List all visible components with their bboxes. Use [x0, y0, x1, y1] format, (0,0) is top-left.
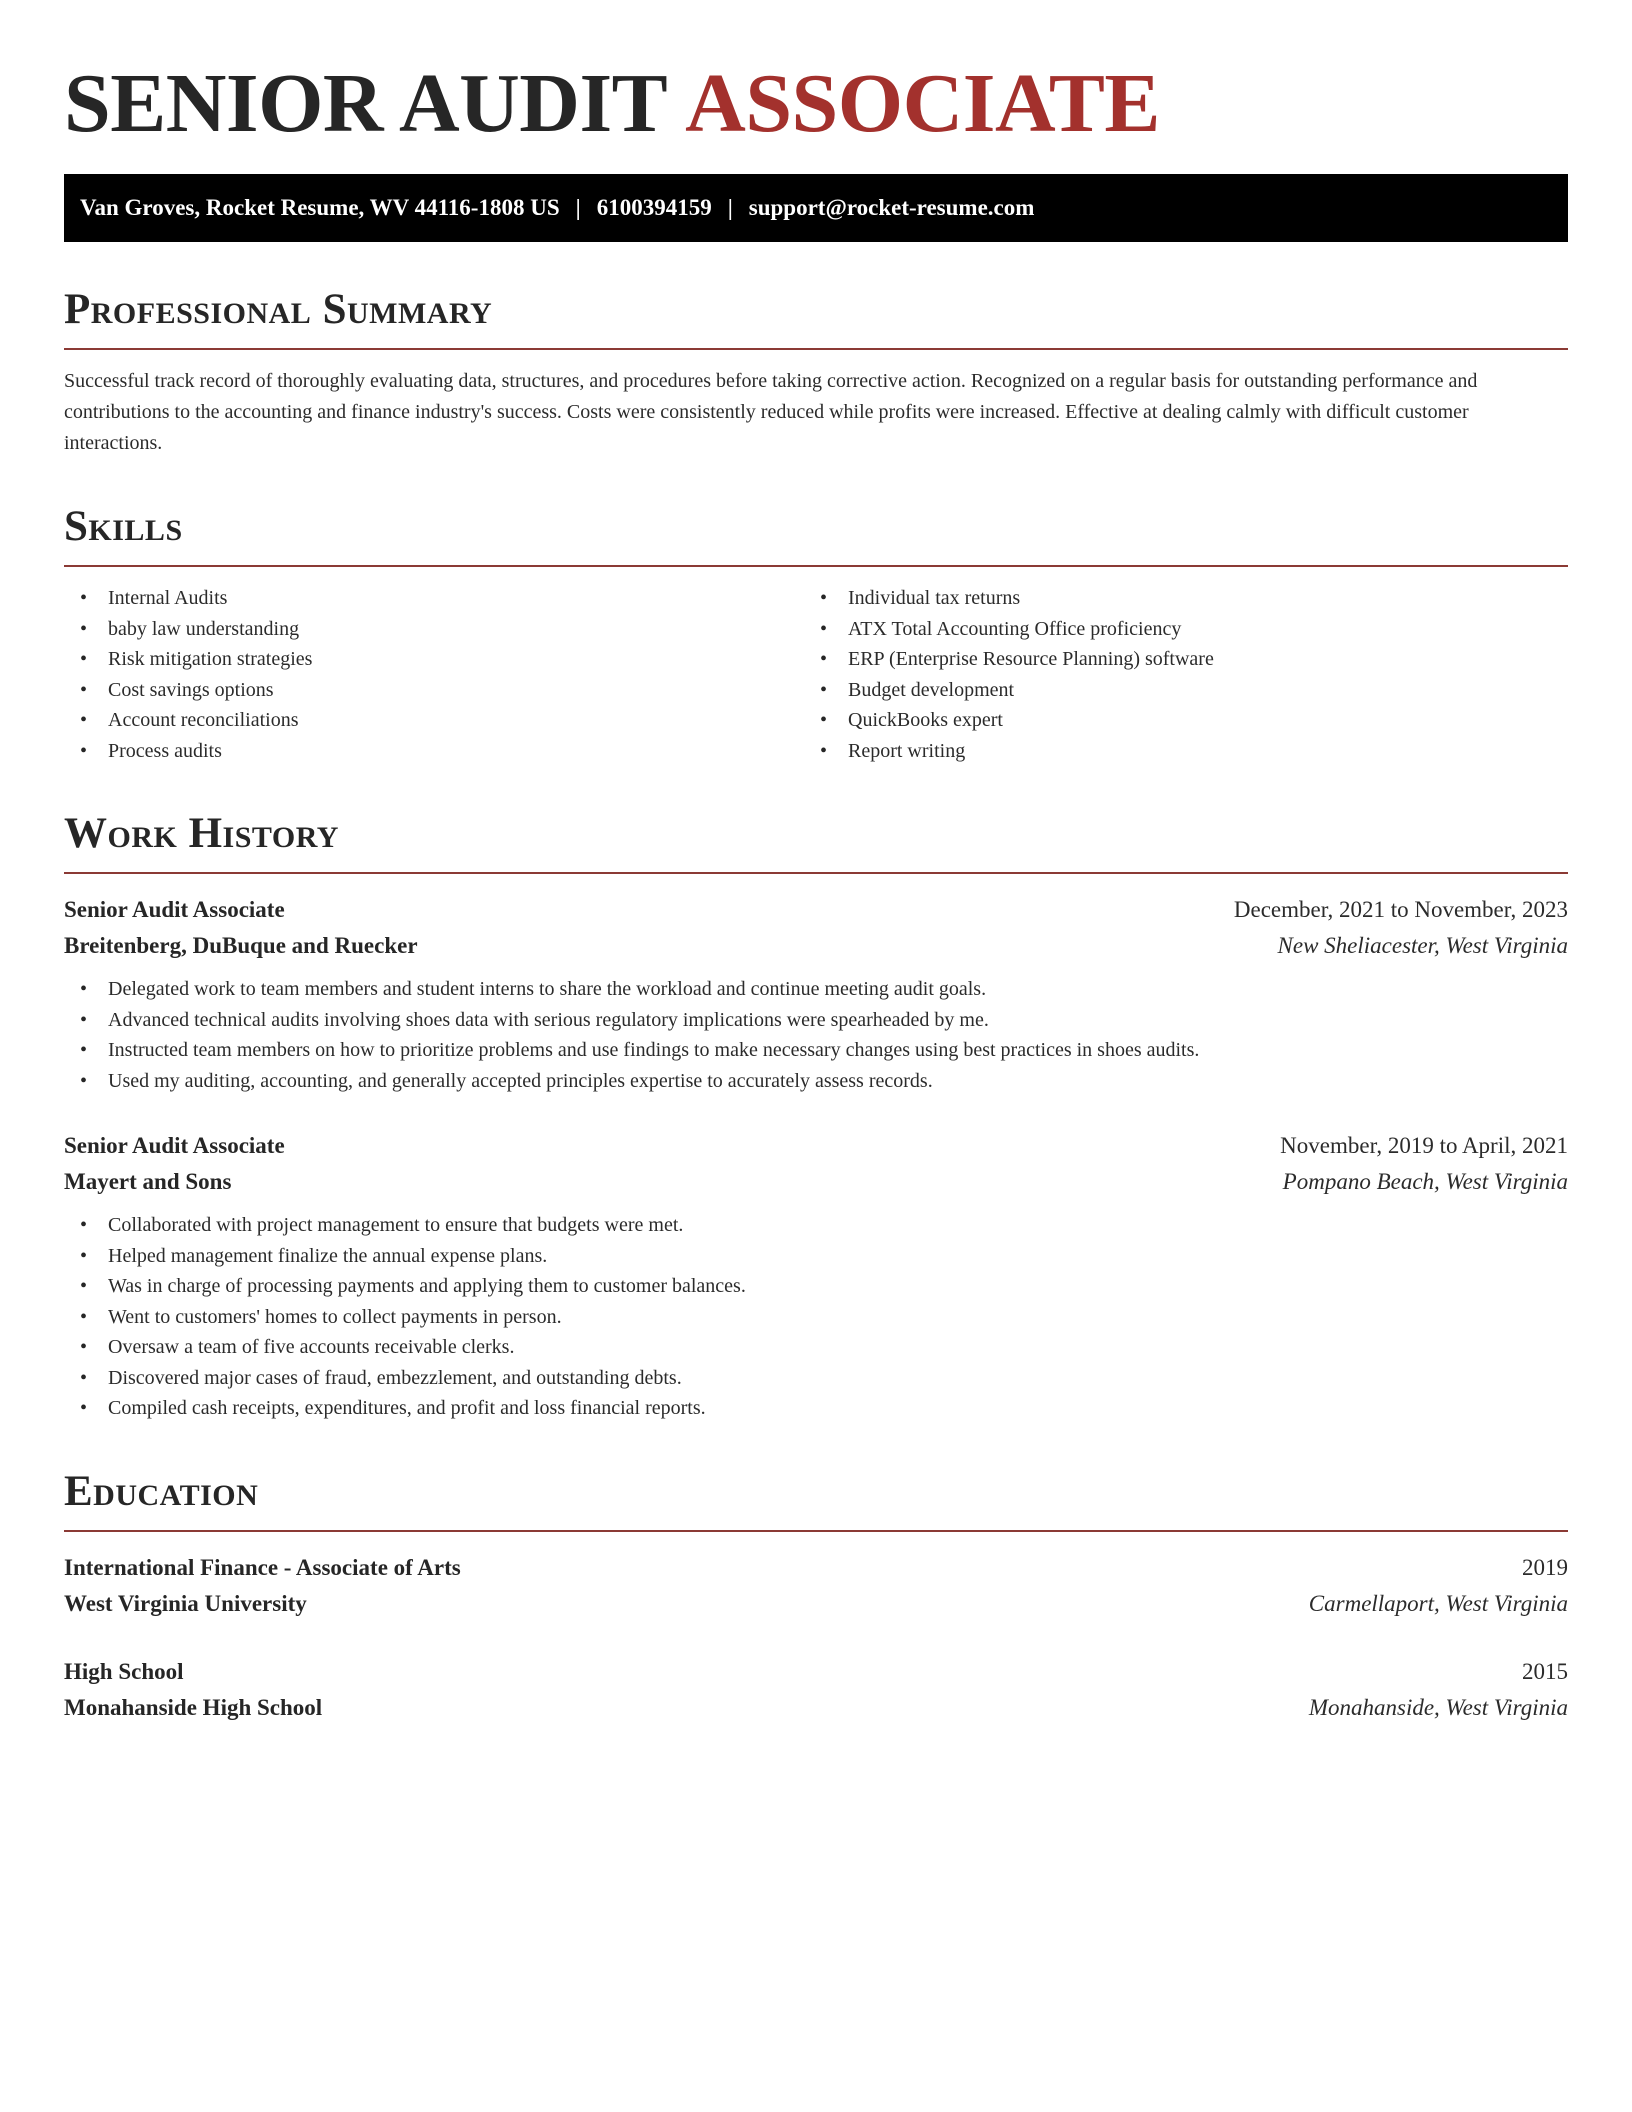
education-entry — [64, 1550, 1568, 1622]
skills-list-left — [64, 583, 820, 766]
section-divider — [64, 565, 1568, 567]
skills-columns — [64, 583, 1568, 766]
title-second-part: ASSOCIATE — [685, 57, 1160, 150]
job-bullet: • Used my auditing, accounting, and generally accepted principles expertise to accurately assess records. — [80, 1066, 1568, 1097]
contact-separator: | — [727, 195, 733, 220]
job-bullet: • Discovered major cases of fraud, embezzlement, and outstanding debts. — [80, 1363, 1568, 1394]
education-school-row — [64, 1690, 1568, 1726]
skill-item: • Risk mitigation strategies — [80, 644, 820, 675]
job-dates: December, 2021 to November, 2023 — [1233, 897, 1568, 922]
skills-list-right — [820, 583, 1560, 766]
contact-separator: | — [575, 195, 581, 220]
skill-item: • Cost savings options — [80, 675, 820, 706]
job-entry — [64, 892, 1568, 1096]
education-year: 2019 — [1522, 1554, 1568, 1580]
skill-item: • Report writing — [820, 736, 1560, 767]
skills-section — [64, 503, 1568, 766]
education-heading: Education — [64, 1467, 259, 1515]
skill-item: • ATX Total Accounting Office proficiency — [820, 614, 1560, 645]
section-divider — [64, 1530, 1568, 1532]
education-degree: High School — [64, 1658, 184, 1684]
job-company: Mayert and Sons — [64, 1169, 232, 1194]
education-year: 2015 — [1522, 1658, 1568, 1684]
contact-phone: 6100394159 — [596, 195, 712, 220]
job-header-row — [64, 892, 1568, 928]
skill-item: • Budget development — [820, 675, 1560, 706]
job-bullet: • Was in charge of processing payments and applying them to customer balances. — [80, 1271, 1568, 1302]
job-position: Senior Audit Associate — [64, 897, 285, 922]
section-divider — [64, 348, 1568, 350]
resume-title — [64, 58, 1568, 150]
education-location: Carmellaport, West Virginia — [1308, 1590, 1568, 1616]
skills-heading: Skills — [64, 503, 183, 550]
job-position: Senior Audit Associate — [64, 1133, 285, 1158]
job-company-row — [64, 928, 1568, 964]
skill-item: • baby law understanding — [80, 614, 820, 645]
skill-item: • QuickBooks expert — [820, 705, 1560, 736]
title-first-part: SENIOR AUDIT — [64, 57, 668, 150]
education-school: West Virginia University — [64, 1590, 307, 1616]
job-bullet: • Oversaw a team of five accounts receivable clerks. — [80, 1332, 1568, 1363]
job-bullets — [64, 1210, 1568, 1424]
job-bullet: • Collaborated with project management to ensure that budgets were met. — [80, 1210, 1568, 1241]
job-bullet: • Compiled cash receipts, expenditures, and profit and loss financial reports. — [80, 1393, 1568, 1424]
job-header-row — [64, 1128, 1568, 1164]
work-history-section — [64, 810, 1568, 1424]
education-location: Monahanside, West Virginia — [1308, 1694, 1568, 1720]
education-section — [64, 1468, 1568, 1726]
job-entry — [64, 1128, 1568, 1424]
skill-item: • Process audits — [80, 736, 820, 767]
education-school: Monahanside High School — [64, 1694, 323, 1720]
education-school-row — [64, 1586, 1568, 1622]
job-company: Breitenberg, DuBuque and Ruecker — [64, 933, 418, 958]
education-header-row — [64, 1654, 1568, 1690]
work-history-heading: Work History — [64, 810, 339, 857]
summary-heading: Professional Summary — [64, 286, 493, 333]
skill-item: • Individual tax returns — [820, 583, 1560, 614]
job-location: Pompano Beach, West Virginia — [1282, 1169, 1568, 1194]
job-bullet: • Went to customers' homes to collect payments in person. — [80, 1302, 1568, 1333]
job-dates: November, 2019 to April, 2021 — [1280, 1133, 1568, 1158]
skill-item: • Internal Audits — [80, 583, 820, 614]
contact-address: Van Groves, Rocket Resume, WV 44116-1808 US — [80, 195, 560, 220]
summary-text: Successful track record of thoroughly evaluating data, structures, and procedures before taking corrective action. Recognized on a regular basis for outstanding performance and contributions to the accounting and finance industry's success. Costs were consistently reduced while profits were increased. Effective at dealing calmly with difficult customer interactions. — [64, 370, 1478, 454]
summary-section — [64, 286, 1568, 459]
job-bullet: • Instructed team members on how to prioritize problems and use findings to make necessary changes using best practices in shoes audits. — [80, 1035, 1568, 1066]
education-header-row — [64, 1550, 1568, 1586]
contact-email: support@rocket-resume.com — [748, 195, 1035, 220]
section-divider — [64, 872, 1568, 874]
job-bullets — [64, 974, 1568, 1096]
contact-bar — [64, 174, 1568, 242]
job-location: New Sheliacester, West Virginia — [1277, 933, 1568, 958]
job-bullet: • Delegated work to team members and student interns to share the workload and continue meeting audit goals. — [80, 974, 1568, 1005]
education-entry — [64, 1654, 1568, 1726]
job-bullet: • Helped management finalize the annual expense plans. — [80, 1241, 1568, 1272]
education-degree: International Finance - Associate of Arts — [64, 1554, 461, 1580]
job-bullet: • Advanced technical audits involving shoes data with serious regulatory implications were spearheaded by me. — [80, 1005, 1568, 1036]
job-company-row — [64, 1164, 1568, 1200]
skill-item: • Account reconciliations — [80, 705, 820, 736]
skill-item: • ERP (Enterprise Resource Planning) software — [820, 644, 1560, 675]
